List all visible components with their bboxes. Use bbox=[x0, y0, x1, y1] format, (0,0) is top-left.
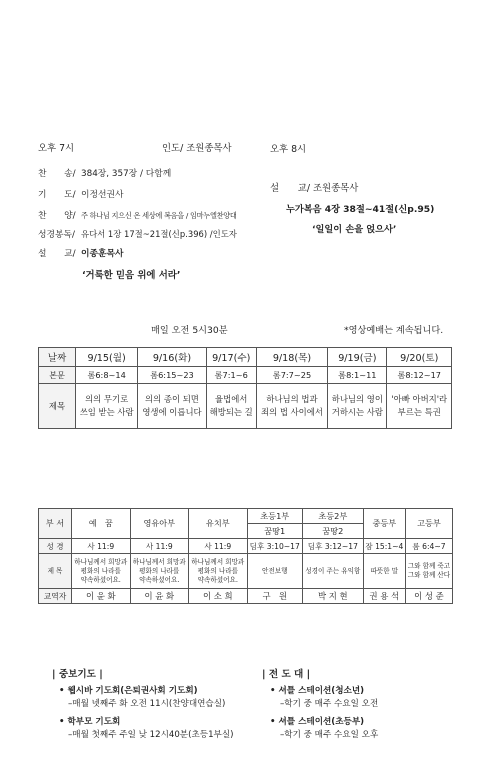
table-row bbox=[39, 367, 452, 384]
evening7-leader: 인도/ 조원종목사 bbox=[162, 143, 232, 154]
evangelism-heading: | 전 도 대 | bbox=[262, 669, 311, 680]
table-row bbox=[39, 539, 453, 554]
row-header: 날짜 bbox=[39, 348, 76, 367]
title-line: 약속하셨어요. bbox=[197, 575, 238, 584]
order-value: 이정선권사 bbox=[81, 190, 124, 200]
title-line: 쓰임 받는 사람 bbox=[79, 407, 134, 417]
title-line: 율법에서 bbox=[215, 394, 248, 404]
title-line: 평화의 나라를 bbox=[197, 566, 238, 575]
text-cell: 롬6:15~23 bbox=[138, 367, 206, 384]
title-line: 약속하셨어요. bbox=[80, 575, 121, 584]
title-cell bbox=[189, 554, 248, 589]
daily-note: *영상예배는 계속됩니다. bbox=[344, 325, 444, 336]
order-prayer bbox=[38, 187, 124, 200]
prayer-item-title-text: 웹시바 기도회(은퇴권사회 기도회) bbox=[67, 686, 198, 696]
verse-cell: 사 11:9 bbox=[189, 539, 248, 554]
text-cell: 롬7:7~25 bbox=[256, 367, 327, 384]
prayer-item-detail: –매월 넷째주 화 오전 11시(찬양대연습실) bbox=[68, 699, 226, 709]
corner-header: 부 서 bbox=[39, 509, 72, 539]
row-header: 성 경 bbox=[39, 539, 72, 554]
evangelism-item-title-text: 셔틀 스테이션(초등부) bbox=[278, 717, 365, 727]
daily-schedule-table bbox=[38, 347, 452, 429]
pastor-cell: 박 지 현 bbox=[302, 589, 363, 604]
table-row bbox=[39, 509, 453, 524]
dept-header: 유치부 bbox=[189, 509, 248, 539]
evening8-scripture: 누가복음 4장 38절~41절(신p.95) bbox=[286, 204, 435, 215]
pastor-cell: 이 소 희 bbox=[189, 589, 248, 604]
verse-cell: 사 11:9 bbox=[130, 539, 189, 554]
title-cell: 따뜻한 말 bbox=[363, 554, 405, 589]
title-cell: 성경이 주는 유익함 bbox=[302, 554, 363, 589]
dept-subheader: 꿈땅2 bbox=[302, 524, 363, 539]
order-label: 설 교/ bbox=[38, 249, 76, 259]
title-line: 평화의 나라를 bbox=[139, 566, 180, 575]
pastor-cell: 권 용 석 bbox=[363, 589, 405, 604]
order-value: 384장, 357장 / 다함께 bbox=[81, 169, 172, 179]
table-row bbox=[39, 348, 452, 367]
table-row bbox=[39, 554, 453, 589]
title-line: 그와 함께 산다 bbox=[407, 571, 451, 579]
title-line: 평화의 나라를 bbox=[80, 566, 121, 575]
title-cell bbox=[405, 554, 452, 589]
verse-cell: 롬 6:4~7 bbox=[405, 539, 452, 554]
dept-header: 초등2부 bbox=[302, 509, 363, 524]
evening7-sermon-title: ‘거룩한 믿음 위에 서라’ bbox=[82, 270, 181, 281]
prayer-item-detail: –매월 첫째주 주일 낮 12시40분(초등1부실) bbox=[68, 730, 234, 740]
evening7-time: 오후 7시 bbox=[38, 143, 75, 154]
order-scripture bbox=[38, 227, 237, 240]
title-line: 해방되는 길 bbox=[209, 407, 253, 417]
order-label: 기 도/ bbox=[38, 190, 76, 200]
dept-header: 고등부 bbox=[405, 509, 452, 539]
school-table bbox=[38, 508, 453, 604]
title-cell bbox=[130, 554, 189, 589]
title-line: 약속하셨어요. bbox=[139, 575, 180, 584]
title-line: 하나님의 영이 bbox=[331, 394, 383, 404]
text-cell: 롬7:1~6 bbox=[206, 367, 256, 384]
prayer-heading: | 중보기도 | bbox=[52, 669, 103, 680]
order-label: 성경봉독/ bbox=[38, 230, 75, 240]
order-sermon bbox=[38, 246, 124, 259]
pastor-cell: 이 윤 화 bbox=[72, 589, 131, 604]
evening8-sermon-title: ‘일일이 손을 얹으사’ bbox=[312, 224, 397, 235]
order-hymn bbox=[38, 166, 171, 179]
title-cell bbox=[256, 384, 327, 429]
verse-cell: 딤후 3:10~17 bbox=[247, 539, 302, 554]
date-cell: 9/17(수) bbox=[206, 348, 256, 367]
title-cell: 안전보행 bbox=[247, 554, 302, 589]
title-line: 그와 함께 죽고 bbox=[407, 562, 451, 570]
daily-time: 매일 오전 5시30분 bbox=[151, 325, 228, 336]
title-line: 의의 종이 되면 bbox=[145, 394, 199, 404]
order-choir bbox=[38, 208, 237, 221]
date-cell: 9/20(토) bbox=[387, 348, 452, 367]
date-cell: 9/18(목) bbox=[256, 348, 327, 367]
title-line: 부르는 특권 bbox=[397, 407, 441, 417]
dept-header: 초등1부 bbox=[247, 509, 302, 524]
order-value: 유다서 1장 17절~21절(신p.396) /인도자 bbox=[81, 229, 237, 239]
title-line: '아빠 아버지'라 bbox=[391, 394, 448, 404]
date-cell: 9/16(화) bbox=[138, 348, 206, 367]
title-line: 영생에 이릅니다 bbox=[142, 407, 202, 417]
text-cell: 롬6:8~14 bbox=[76, 367, 138, 384]
prayer-item-title: • 웹시바 기도회(은퇴권사회 기도회) bbox=[59, 686, 198, 696]
order-label: 찬 송/ bbox=[38, 169, 76, 179]
title-line: 거하시는 사람 bbox=[331, 407, 383, 417]
table-row bbox=[39, 384, 452, 429]
title-cell bbox=[76, 384, 138, 429]
title-cell bbox=[72, 554, 131, 589]
date-cell: 9/15(월) bbox=[76, 348, 138, 367]
title-cell bbox=[138, 384, 206, 429]
evangelism-item-title-text: 셔틀 스테이션(청소년) bbox=[278, 686, 365, 696]
evangelism-item-detail: –학기 중 매주 수요일 오전 bbox=[280, 699, 379, 709]
title-line: 의의 무기로 bbox=[85, 394, 129, 404]
table-row bbox=[39, 589, 453, 604]
title-line: 하나님께서 희망과 bbox=[74, 557, 128, 566]
title-cell bbox=[206, 384, 256, 429]
row-header: 제 목 bbox=[39, 554, 72, 589]
evening8-time: 오후 8시 bbox=[270, 144, 307, 155]
title-line: 하나님께서 희망과 bbox=[191, 557, 245, 566]
evening8-sermon-label: 설 교/ 조원종목사 bbox=[270, 183, 359, 194]
dept-subheader: 꿈땅1 bbox=[247, 524, 302, 539]
pastor-cell: 이 성 준 bbox=[405, 589, 452, 604]
prayer-item-title: • 학부모 기도회 bbox=[59, 717, 121, 727]
order-label: 찬 양/ bbox=[38, 211, 76, 221]
evangelism-item-title: • 셔틀 스테이션(초등부) bbox=[270, 717, 365, 727]
verse-cell: 잠 15:1~4 bbox=[363, 539, 405, 554]
pastor-cell: 구 원 bbox=[247, 589, 302, 604]
title-line: 하나님께서 희망과 bbox=[132, 557, 186, 566]
order-value: 이종훈목사 bbox=[81, 249, 124, 259]
row-header: 본문 bbox=[39, 367, 76, 384]
order-value: 주 하나님 지으신 온 세상에 복음을 / 임마누엘찬양대 bbox=[81, 211, 237, 220]
pastor-cell: 이 윤 화 bbox=[130, 589, 189, 604]
prayer-item-title-text: 학부모 기도회 bbox=[67, 717, 121, 727]
verse-cell: 딤후 3:12~17 bbox=[302, 539, 363, 554]
dept-header: 예 꿈 bbox=[72, 509, 131, 539]
evangelism-item-detail: –학기 중 매주 수요일 오후 bbox=[280, 730, 379, 740]
title-cell bbox=[328, 384, 387, 429]
dept-header: 영유아부 bbox=[130, 509, 189, 539]
text-cell: 롬8:1~11 bbox=[328, 367, 387, 384]
verse-cell: 사 11:9 bbox=[72, 539, 131, 554]
text-cell: 롬8:12~17 bbox=[387, 367, 452, 384]
title-line: 하나님의 법과 bbox=[266, 394, 318, 404]
date-cell: 9/19(금) bbox=[328, 348, 387, 367]
row-header: 제목 bbox=[39, 384, 76, 429]
title-line: 죄의 법 사이에서 bbox=[261, 407, 323, 417]
title-cell bbox=[387, 384, 452, 429]
evangelism-item-title: • 셔틀 스테이션(청소년) bbox=[270, 686, 365, 696]
row-header: 교역자 bbox=[39, 589, 72, 604]
dept-header: 중등부 bbox=[363, 509, 405, 539]
